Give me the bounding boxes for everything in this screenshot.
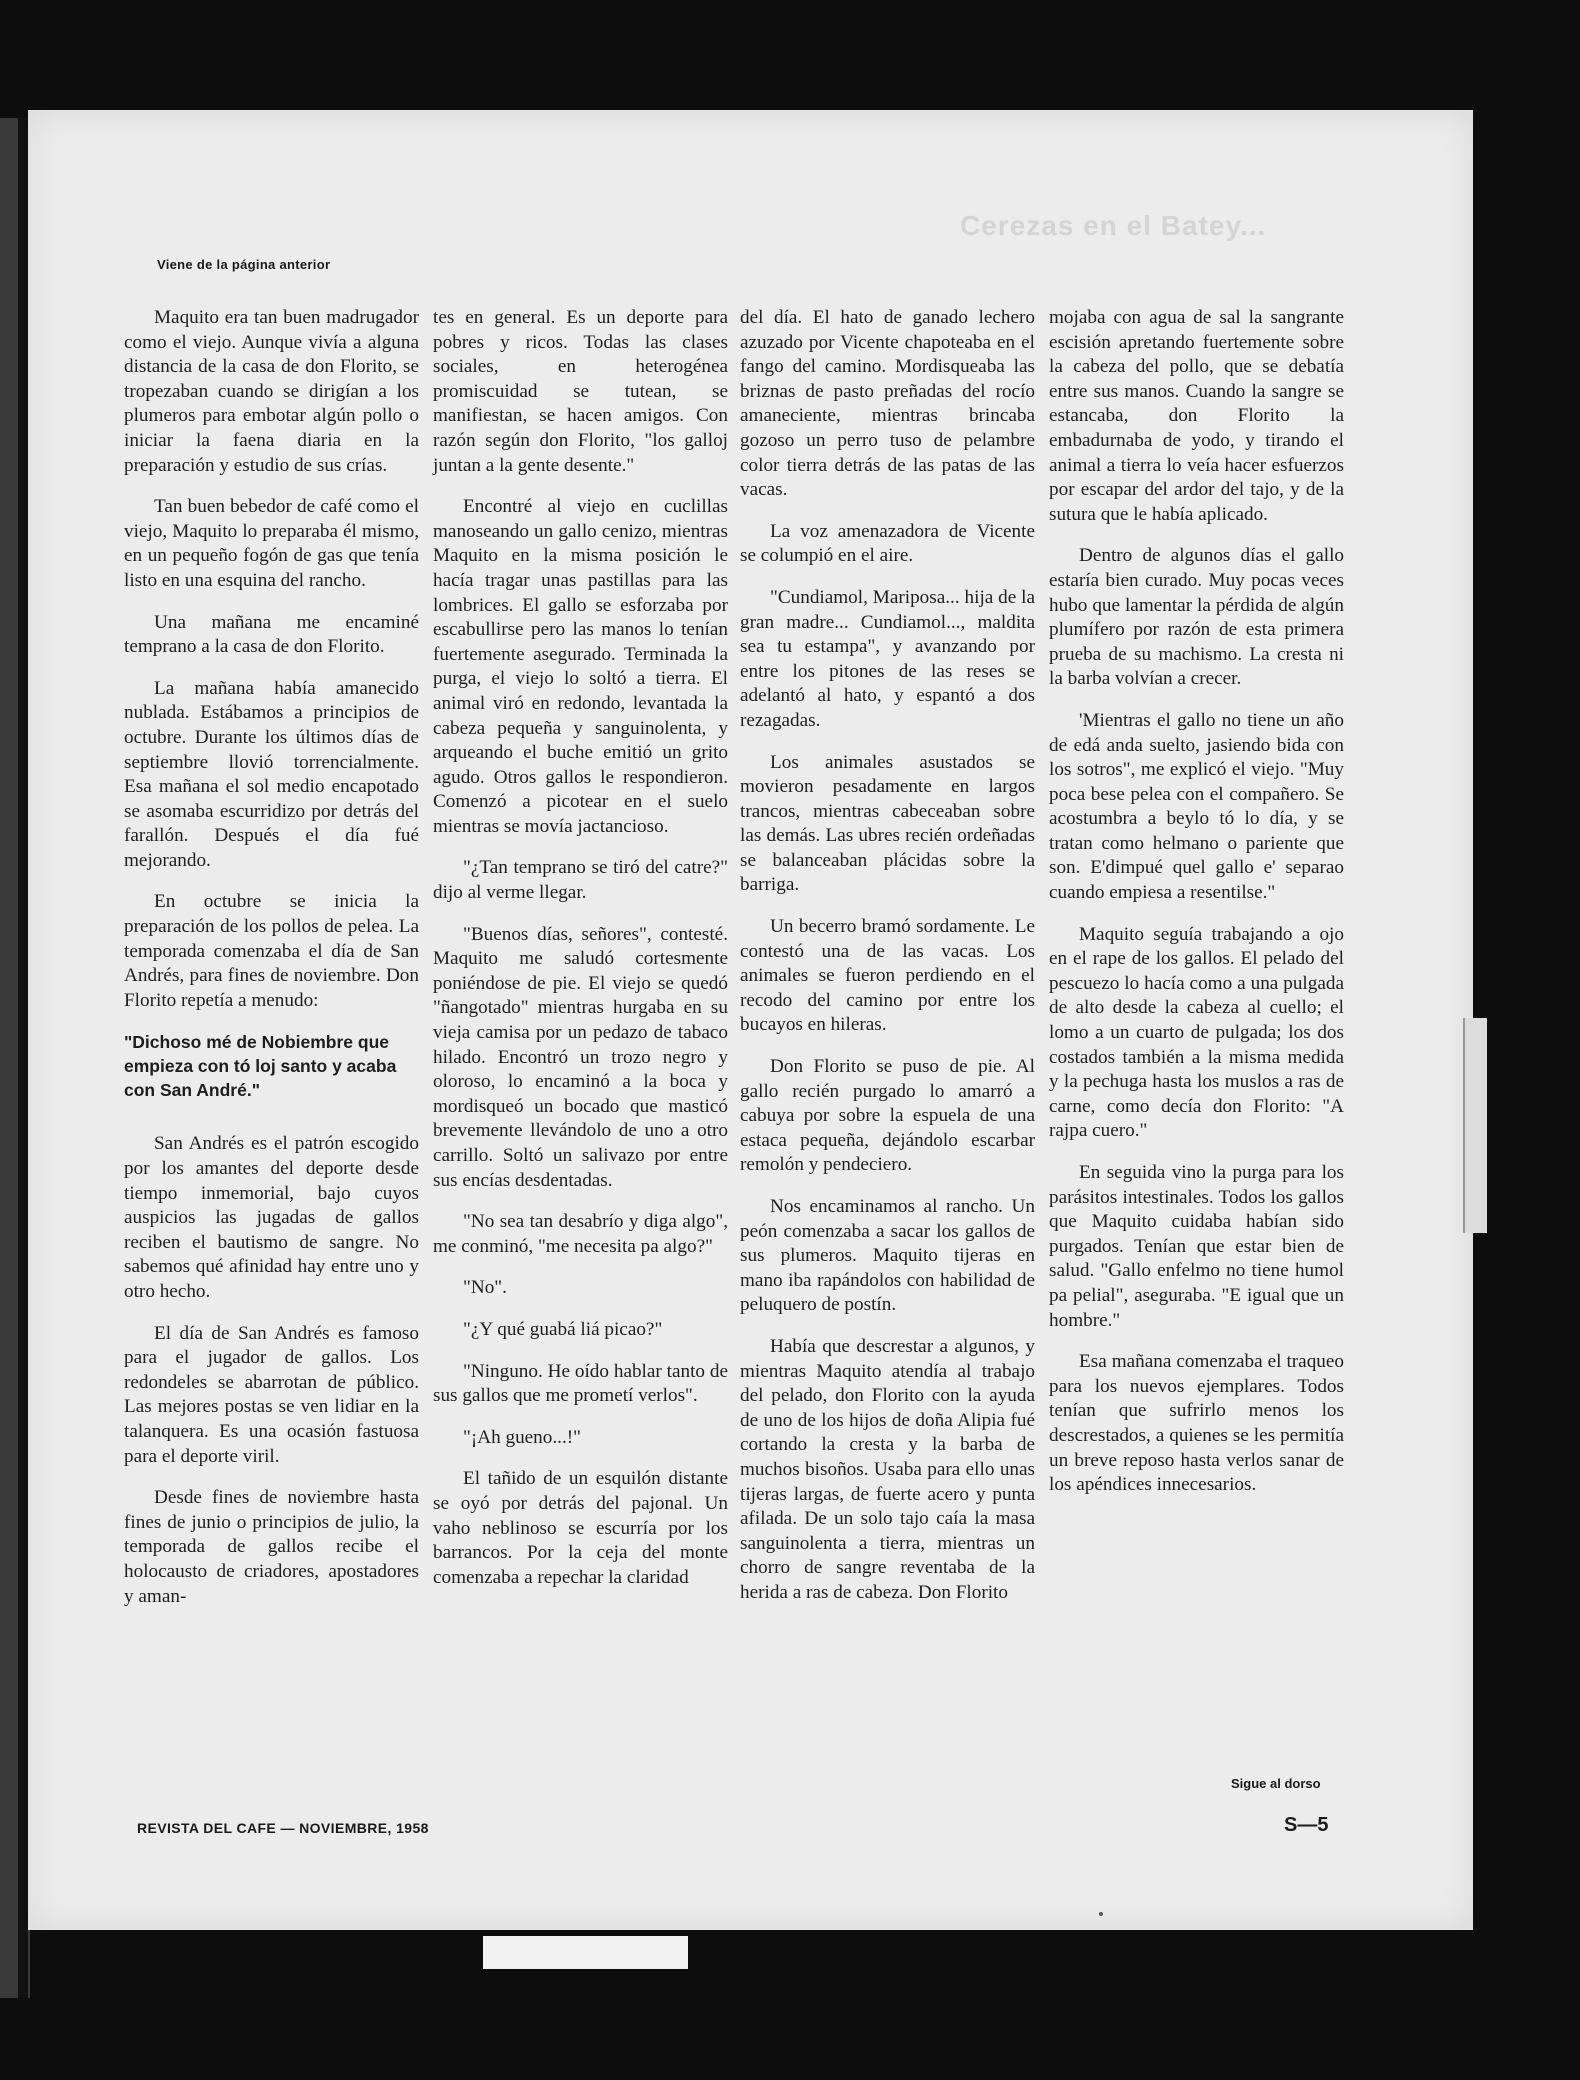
paragraph: Maquito era tan buen madrugador como el viejo. Aunque vivía a alguna distancia de la casa de don Florito, se tropezaban cuando se dirigían a los plumeros para embotar algún pollo o iniciar la faena diaria en la preparación y estudio de sus crías. [124, 307, 419, 476]
paragraph: La voz amenazadora de Vicente se columpió en el aire. [740, 520, 1035, 567]
magazine-footer: REVISTA DEL CAFE — NOVIEMBRE, 1958 [137, 1820, 429, 1836]
print-speck [1099, 1912, 1103, 1916]
paragraph: Los animales asustados se movieron pesadamente en largos trancos, mientras cabeceaban sobre las demás. Las ubres recién ordeñadas se balanceaban plácidas sobre la barriga. [740, 751, 1035, 896]
paragraph: Dentro de algunos días el gallo estaría bien curado. Muy pocas veces hubo que lamentar la pérdida de algún plumífero por razón de esta primera prueba de su machismo. La cresta ni la barba volvían a crecer. [1049, 545, 1344, 690]
paragraph: tes en general. Es un deporte para pobres y ricos. Todas las clases sociales, en heterogénea promiscuidad se tutean, se manifiestan, se hacen amigos. Con razón según don Florito, "los galloj juntan a la gente desente." [433, 307, 728, 476]
text-column-2 [433, 306, 728, 1607]
paper-slip [483, 1936, 688, 1969]
paragraph: "Cundiamol, Mariposa... hija de la gran madre... Cundiamol..., maldita sea tu estampa", y avanzando por entre los pitones de las reses se adelantó al hato, y espantó a dos rezagadas. [740, 586, 1035, 731]
paragraph: Maquito seguía trabajando a ojo en el rape de los gallos. El pelado del pescuezo lo hacía como a una pulgada de alto desde la cabeza al cuello; el lomo a un cuarto de pulgada; los dos costados también a la misma medida y la pechuga hasta los muslos a ras de carne, como decía don Florito: "A rajpa cuero." [1049, 923, 1344, 1142]
binding-shadow [18, 118, 28, 1998]
paragraph: La mañana había amanecido nublada. Estábamos a principios de octubre. Durante los últimos días de septiembre llovió torrencialmente. Esa mañana el sol medio encapotado se asomaba escurridizo por detrás del farallón. Después el día fué mejorando. [124, 677, 419, 871]
paragraph: En seguida vino la purga para los parásitos intestinales. Todos los gallos que Maquito cuidaba habían sido purgados. Tenían que estar bien de salud. "Gallo enfelmo no tiene humol pa pelial", aseguraba. "E igual que un hombre." [1049, 1162, 1344, 1331]
paragraph: En octubre se inicia la preparación de los pollos de pelea. La temporada comenzaba el día de San Andrés, para fines de noviembre. Don Florito repetía a menudo: [124, 891, 419, 1011]
paragraph: El día de San Andrés es famoso para el jugador de gallos. Los redondeles se abarrotan de público. Las mejores postas se ven lidiar en la talanquera. Es una ocasión fastuosa para el deporte viril. [124, 1322, 419, 1467]
page-number: S—5 [1284, 1814, 1329, 1836]
text-column-4 [1049, 306, 1344, 1515]
paragraph: Un becerro bramó sordamente. Le contestó una de las vacas. Los animales se fueron perdiendo en el recodo del camino por entre los bucayos en hileras. [740, 916, 1035, 1036]
paragraph: "¿Y qué guabá liá picao?" [463, 1318, 663, 1340]
paragraph: San Andrés es el patrón escogido por los amantes del deporte desde tiempo inmemorial, bajo cuyos auspicios las jugadas de gallos reciben el bautismo de sangre. No sabemos qué afinidad hay entre uno y otro hecho. [124, 1133, 419, 1302]
pull-quote: "Dichoso mé de Nobiembre que empieza con tó loj santo y acaba con San André." [124, 1032, 397, 1101]
text-column-3 [740, 306, 1035, 1623]
bleed-through-heading: Cerezas en el Batey... [960, 210, 1267, 241]
continued-from-label: Viene de la página anterior [157, 257, 331, 272]
continued-on-label: Sigue al dorso [1231, 1776, 1321, 1791]
paragraph: "No". [463, 1277, 507, 1299]
paragraph: Tan buen bebedor de café como el viejo, Maquito lo preparaba él mismo, en un pequeño fogón de gas que tenía listo en una esquina del rancho. [124, 496, 419, 591]
paragraph: "Ninguno. He oído hablar tanto de sus gallos que me prometí verlos". [433, 1360, 728, 1407]
paragraph: "No sea tan desabrío y diga algo", me conminó, "me necesita pa algo?" [433, 1211, 728, 1257]
paragraph: Desde fines de noviembre hasta fines de junio o principios de julio, la temporada de gallos recibe el holocausto de criadores, apostadores y aman- [124, 1487, 419, 1607]
paragraph: "¡Ah gueno...!" [463, 1426, 581, 1448]
paragraph: "¿Tan temprano se tiró del catre?" dijo al verme llegar. [433, 857, 728, 904]
paragraph: Había que descrestar a algunos, y mientras Maquito atendía al trabajo del pelado, don Florito con la ayuda de uno de los hijos de doña Alipia fué cortando la cresta y la barba de muchos bisoños. Usaba para ello unas tijeras largas, de fuerte acero y punta afilada. De un solo tajo caía la masa sanguinolenta a tierra, mientras un chorro de sangre reventaba de la herida a ras de cabeza. Don Florito [740, 1335, 1035, 1603]
paragraph: Don Florito se puso de pie. Al gallo recién purgado lo amarró a cabuya por sobre la espuela de una estaca pequeña, dejándolo escarbar remolón y pendeciero. [740, 1056, 1035, 1176]
paragraph: Una mañana me encaminé temprano a la casa de don Florito. [124, 611, 419, 658]
text-column-1 [124, 306, 419, 1626]
paragraph: El tañido de un esquilón distante se oyó por detrás del pajonal. Un vaho neblinoso se escurría por los barrancos. Por la ceja del monte comenzaba a repechar la claridad [433, 1468, 728, 1588]
paragraph: Esa mañana comenzaba el traqueo para los nuevos ejemplares. Todos tenían que sufrirlo menos los descrestados, a quienes se les permitía un breve reposo hasta verlos sanar de los apéndices innecesarios. [1049, 1351, 1344, 1496]
page-tab-marker [1463, 1018, 1487, 1233]
paragraph: mojaba con agua de sal la sangrante escisión apretando fuertemente sobre la cabeza del pollo, que se debatía entre sus manos. Cuando la sangre se estancaba, don Florito la embadurnaba de yodo, y tirando el animal a tierra lo veía hacer esfuerzos por escapar del ardor del tajo, y de la sutura que le había aplicado. [1049, 307, 1344, 525]
paragraph: 'Mientras el gallo no tiene un año de edá anda suelto, jasiendo bida con los sotros", me explicó el viejo. "Muy poca bese pelea con el compañero. Se acostumbra a beylo tó lo día, y se tratan como helmano o pariente que son. E'dimpué quel gallo e' separao cuando empiesa a resentilse." [1049, 709, 1344, 904]
paragraph: Nos encaminamos al rancho. Un peón comenzaba a sacar los gallos de sus plumeros. Maquito tijeras en mano iba rapándolos con habilidad de peluquero de postín. [740, 1196, 1035, 1316]
paragraph: "Buenos días, señores", contesté. Maquito me saludó cortesmente poniéndose de pie. El viejo se quedó "ñangotado" mientras hurgaba en su vieja camisa por un pedazo de tabaco hilado. Encontró un trozo negro y oloroso, lo encaminó a la boca y mordisqueó un bocado que masticó brevemente llevándolo de uno a otro carrillo. Soltó un salivazo por entre sus encías desdentadas. [433, 923, 728, 1191]
paragraph: Encontré al viejo en cuclillas manoseando un gallo cenizo, mientras Maquito en la misma posición le hacía tragar unas pastillas para las lombrices. El gallo se esforzaba por escabullirse pero las manos lo tenían fuertemente asegurado. Terminada la purga, el viejo lo soltó a tierra. El animal viró en redondo, levantada la cabeza pequeña y sanguinolenta, y arqueando el buche emitió un grito agudo. Otros gallos le respondieron. Comenzó a picotear en el suelo mientras se movía jactancioso. [433, 496, 728, 837]
paragraph: del día. El hato de ganado lechero azuzado por Vicente chapoteaba en el fango del camino. Mordisqueaba las briznas de pasto preñadas del rocío amaneciente, mientras brincaba gozoso un perro tuso de pelambre color tierra detrás de las patas de las vacas. [740, 307, 1035, 501]
